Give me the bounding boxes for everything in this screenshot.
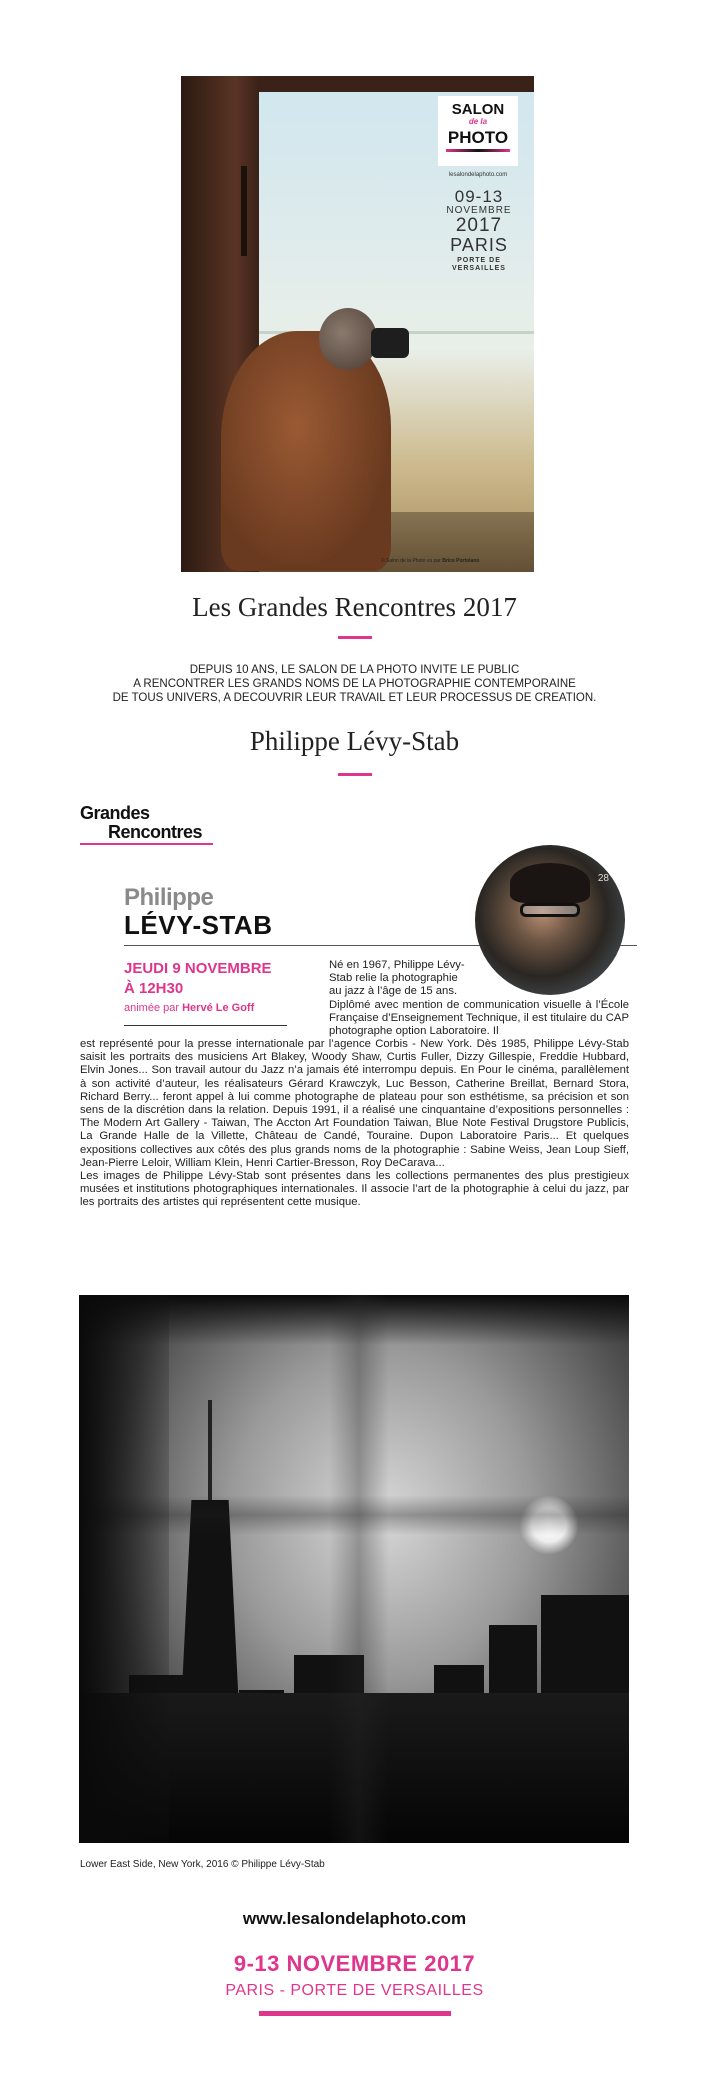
bio-paragraph-3: Les images de Philippe Lévy-Stab sont présentes dans les collections permanentes des plus prestigieux musées et institutions photographiques internationales. Il associe l’art de la photographie à celui du jazz, par les portraits des artistes qui représentent cette musique. bbox=[80, 1170, 629, 1209]
event-host-prefix: animée par bbox=[124, 1002, 180, 1014]
poster-year: 2017 bbox=[455, 215, 503, 237]
intro-line-1: DEPUIS 10 ANS, LE SALON DE LA PHOTO INVITE LE PUBLIC bbox=[189, 664, 520, 676]
intro-text bbox=[70, 663, 639, 705]
grandes-rencontres-logo bbox=[80, 804, 202, 842]
guest-heading: Philippe Lévy-Stab bbox=[249, 726, 460, 756]
intro-line-2: A RENCONTRER LES GRANDS NOMS DE LA PHOTOGRAPHIE CONTEMPORAINE bbox=[133, 678, 576, 690]
event-date bbox=[124, 959, 272, 999]
page-title: Les Grandes Rencontres 2017 bbox=[192, 592, 517, 622]
footer-divider bbox=[259, 2011, 451, 2016]
event-host-name: Hervé Le Goff bbox=[182, 1002, 255, 1014]
gr-logo-line-1: Grandes bbox=[80, 803, 150, 823]
guest-last-name: LÉVY-STAB bbox=[124, 910, 273, 940]
photo-window-blur bbox=[329, 1295, 389, 1843]
bio-paragraph-2-rest: est représenté pour la presse internationale par l’agence Corbis - New York. Dès 1985, Philippe Lévy-Stab saisit les portraits des musiciens Art Blakey, Woody Shaw, Curtis Fuller, Dizzy Gillespie, Freddie Hubbard, Elvin Jones... Son travail autour du Jazz n’a jamais été interrompu depuis. En Pour le cinéma, parallèlement à son activité d’auteur, les réalisateurs Gérard Krawczyk, Luc Besson, Catherine Breillat, Bernard Stora, Richard Berry... feront appel à lui comme photographe de plateau pour son esthétisme, sa précision et son sens de la discrétion dans la relation. Depuis 1991, il a réalisé une cinquantaine d’expositions personnelles : The Modern Art Gallery - Taiwan, The Accton Art Foundation Taiwan, Blue Note Festival Drugstore Publicis, La Grande Halle de la Villette, Château de Candé, Touraine. Dupon Laboratoire Paris... Et quelques expositions collectives aux côtés des plus grands noms de la photographie : Sabine Weiss, Jean Loup Sieff, Jean-Pierre Leloir, William Klein, Henri Cartier-Bresson, Roy DeCarava... bbox=[80, 1038, 629, 1169]
guest-heading-divider bbox=[338, 773, 372, 776]
poster-handle bbox=[241, 166, 247, 256]
portrait-number: 28 bbox=[597, 873, 609, 884]
camera-icon bbox=[371, 328, 409, 358]
gr-logo-line-2: Rencontres bbox=[108, 822, 203, 842]
poster-credit bbox=[381, 558, 479, 564]
poster-photographer-coat bbox=[221, 331, 391, 571]
poster-credit-prefix: © Salon de la Photo vu par bbox=[381, 558, 441, 564]
new-york-photo bbox=[79, 1295, 629, 1843]
poster-venue: PORTE DE VERSAILLES bbox=[452, 257, 506, 272]
portrait-glasses bbox=[520, 903, 580, 917]
poster-date-block bbox=[431, 188, 527, 272]
poster-url: lesalondelaphoto.com bbox=[448, 172, 508, 178]
event-host bbox=[124, 1002, 254, 1014]
photo-tower-spire bbox=[208, 1400, 212, 1500]
guest-first-name: Philippe bbox=[124, 884, 214, 911]
footer-place: PARIS - PORTE DE VERSAILLES bbox=[225, 1982, 484, 1999]
footer-dates: 9-13 NOVEMBRE 2017 bbox=[233, 1951, 476, 1976]
bio-body bbox=[80, 1038, 629, 1210]
poster-city: PARIS bbox=[450, 235, 508, 256]
bio-paragraph-2-start: Diplômé avec mention de communication visuelle à l’École Française d’Enseignement Technique, il est titulaire du CAP photographe option Laboratoire. Il bbox=[329, 998, 629, 1038]
photo-window-blur bbox=[79, 1295, 169, 1843]
gr-logo-underline bbox=[80, 843, 213, 845]
event-divider bbox=[124, 1025, 287, 1026]
photo-caption: Lower East Side, New York, 2016 © Philippe Lévy-Stab bbox=[80, 1859, 325, 1870]
title-divider bbox=[338, 636, 372, 639]
poster-photographer-head bbox=[319, 308, 377, 370]
bio-line-3: au jazz à l’âge de 15 ans. bbox=[329, 985, 458, 998]
salon-poster bbox=[181, 76, 534, 572]
logo-photo: PHOTO bbox=[447, 128, 509, 147]
website-link[interactable]: www.lesalondelaphoto.com bbox=[242, 1909, 467, 1928]
logo-dela: de la bbox=[468, 117, 488, 126]
bio-line-2: Stab relie la photographie bbox=[329, 972, 458, 985]
salon-logo bbox=[438, 96, 518, 166]
logo-bar bbox=[446, 149, 510, 152]
bio-intro bbox=[329, 959, 629, 1038]
logo-salon: SALON bbox=[451, 101, 505, 118]
bio-line-1: Né en 1967, Philippe Lévy- bbox=[329, 959, 465, 971]
poster-dates: 09-13 bbox=[454, 187, 504, 206]
event-date-time: À 12H30 bbox=[124, 980, 184, 997]
poster-credit-name: Brice Portolano bbox=[442, 558, 480, 564]
intro-line-3: DE TOUS UNIVERS, A DECOUVRIR LEUR TRAVAIL ET LEUR PROCESSUS DE CREATION. bbox=[112, 692, 597, 704]
event-date-day: JEUDI 9 NOVEMBRE bbox=[124, 960, 272, 977]
poster-month: NOVEMBRE bbox=[446, 204, 512, 216]
portrait-hair bbox=[510, 863, 590, 903]
